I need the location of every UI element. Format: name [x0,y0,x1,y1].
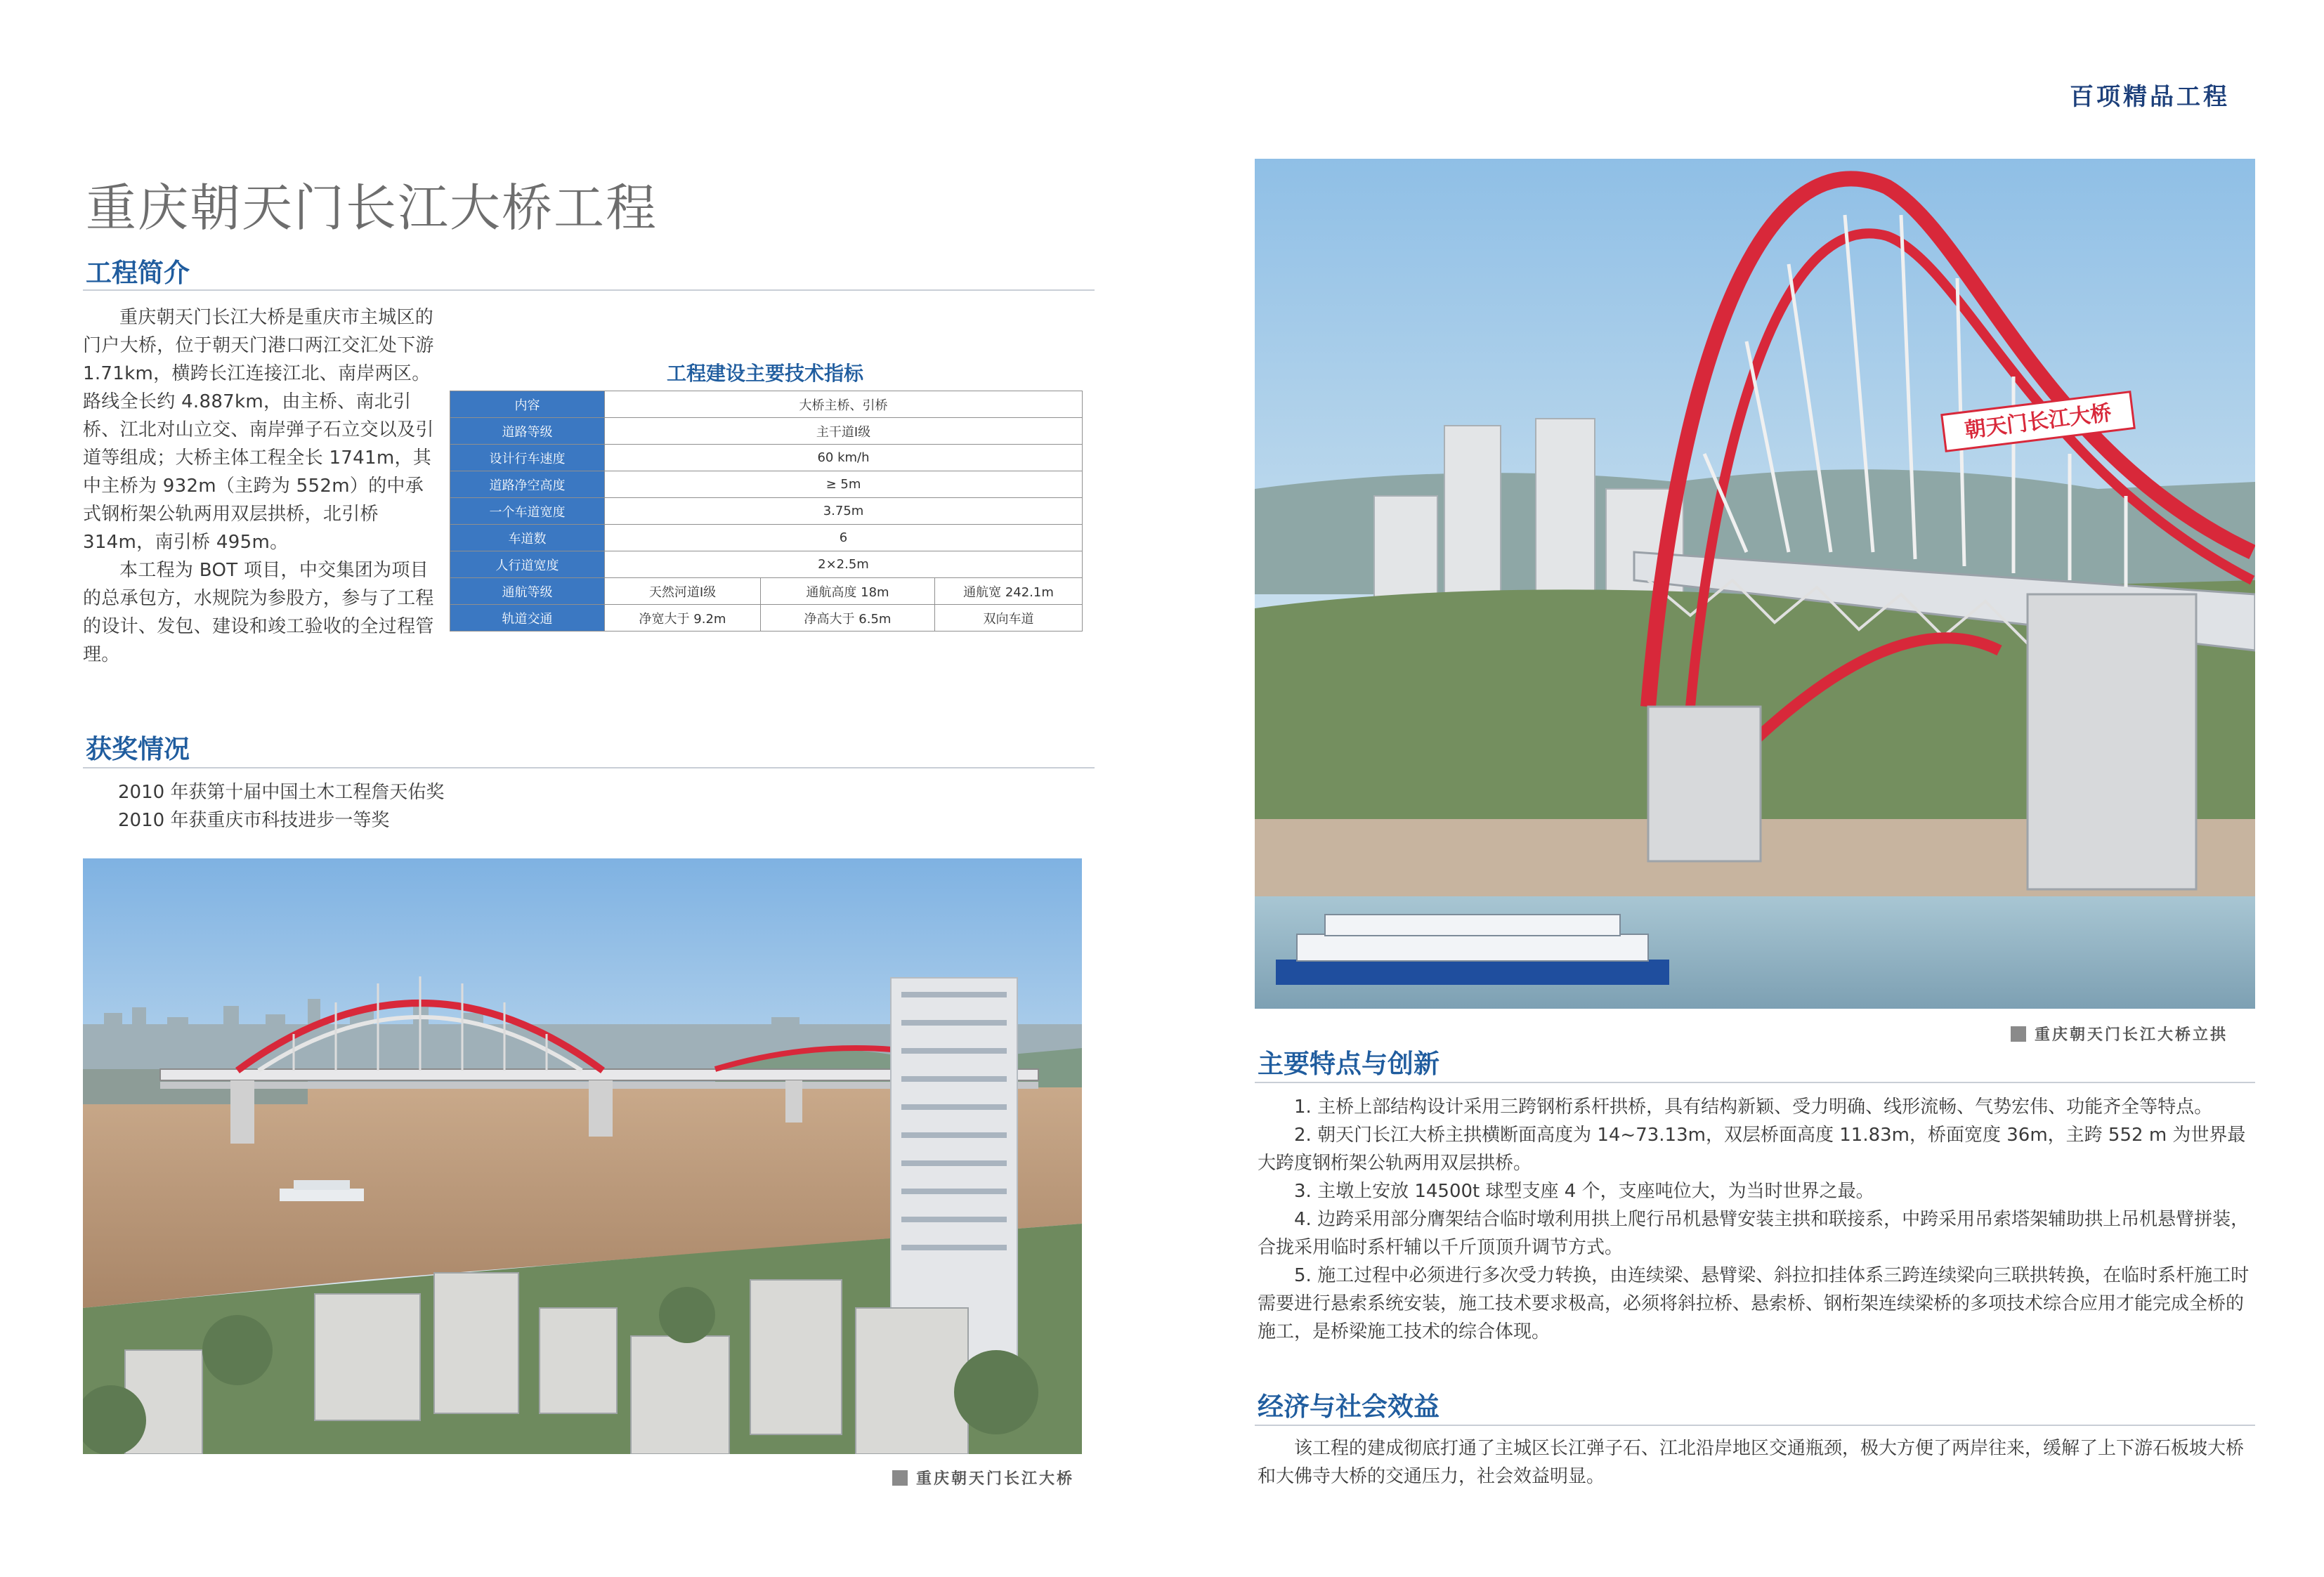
feature-item: 5. 施工过程中必须进行多次受力转换，由连续梁、悬臂梁、斜拉扣挂体系三跨连续梁向三联拱转换，在临时系杆施工时需要进行悬索系统安装，施工技术要求极高，必须将斜拉桥、悬索桥、钢桁架连续梁桥的多项技术综合应用才能完成全桥的施工，是桥梁施工技术的综合体现。 [1258,1265,2250,1342]
row-value: 2×2.5m [605,551,1083,578]
bridge-arch-illustration [1255,159,2255,1009]
table-row [450,418,1083,445]
row-label: 一个车道宽度 [450,498,605,525]
benefits-text [1258,1434,2254,1491]
award-item: 2010 年获重庆市科技进步一等奖 [118,810,390,831]
row-label: 车道数 [450,525,605,551]
table-row [450,605,1083,632]
page-title: 重庆朝天门长江大桥工程 [86,178,658,237]
features-heading: 主要特点与创新 [1258,1049,1440,1079]
features-rule [1255,1082,2255,1083]
feature-item: 3. 主墩上安放 14500t 球型支座 4 个，支座吨位大，为当时世界之最。 [1294,1181,1874,1202]
features-list [1258,1093,2254,1346]
right-photo-caption [2011,1023,2228,1045]
intro-text [83,303,434,669]
table-row [450,551,1083,578]
row-value: 净高大于 6.5m [761,605,935,632]
awards-list [118,778,444,835]
row-label: 轨道交通 [450,605,605,632]
left-caption-text: 重庆朝天门长江大桥 [916,1470,1075,1488]
cruise-ship [1276,915,1669,985]
bridge-panorama-illustration [83,858,1082,1454]
table-row [450,525,1083,551]
table-row [450,391,1083,418]
row-value: 60 km/h [605,445,1083,471]
intro-paragraph-2: 本工程为 BOT 项目，中交集团为项目的总承包方，水规院为参股方，参与了工程的设计、发包、建设和竣工验收的全过程管理。 [83,560,434,665]
row-label: 设计行车速度 [450,445,605,471]
intro-paragraph-1: 重庆朝天门长江大桥是重庆市主城区的门户大桥，位于朝天门港口两江交汇处下游 1.71km，横跨长江连接江北、南岸两区。路线全长约 4.887km，由主桥、南北引桥、江北对山立交、南岸弹子石立交以及引道等组成；大桥主体工程全长 1741m，其中主桥为 932m（主跨为 552m）的中承式钢桁架公轨两用双层拱桥，北引桥 314m，南引桥 495m。 [83,307,434,553]
row-value: 天然河道Ⅰ级 [605,578,761,605]
spec-table [450,391,1083,632]
table-row [450,498,1083,525]
awards-rule [83,767,1095,768]
row-value: 通航高度 18m [761,578,935,605]
feature-item: 2. 朝天门长江大桥主拱横断面高度为 14~73.13m，双层桥面高度 11.83m，桥面宽度 36m，主跨 552 m 为世界最大跨度钢桁架公轨两用双层拱桥。 [1258,1125,2246,1174]
table-row [450,578,1083,605]
benefits-paragraph: 该工程的建成彻底打通了主城区长江弹子石、江北沿岸地区交通瓶颈，极大方便了两岸往来，缓解了上下游石板坡大桥和大佛寺大桥的交通压力，社会效益明显。 [1258,1438,2245,1487]
bridge-sign-text: 朝天门长江大桥 [1963,400,2113,443]
intro-heading: 工程简介 [86,258,190,288]
intro-rule [83,289,1095,291]
benefits-rule [1255,1425,2255,1426]
row-value: ≥ 5m [605,471,1083,498]
table-row [450,471,1083,498]
awards-heading: 获奖情况 [86,734,190,764]
brand-logo: 百项精品工程 [2070,83,2230,111]
row-label: 通航等级 [450,578,605,605]
bridge-panorama-photo [83,858,1082,1454]
row-value: 主干道Ⅰ级 [605,418,1083,445]
caption-square-icon [892,1470,908,1486]
right-caption-text: 重庆朝天门长江大桥立拱 [2035,1026,2228,1044]
feature-item: 1. 主桥上部结构设计采用三跨钢桁系杆拱桥，具有结构新颖、受力明确、线形流畅、气势宏伟、功能齐全等特点。 [1294,1097,2213,1118]
row-value: 净宽大于 9.2m [605,605,761,632]
table-row [450,445,1083,471]
feature-item: 4. 边跨采用部分膺架结合临时墩利用拱上爬行吊机悬臂安装主拱和联接系，中跨采用吊索塔架辅助拱上吊机悬臂拼装，合拢采用临时系杆辅以千斤顶顶升调节方式。 [1258,1209,2250,1258]
bridge-arch-photo [1255,159,2255,1009]
award-item: 2010 年获第十届中国土木工程詹天佑奖 [118,782,445,803]
row-value: 大桥主桥、引桥 [605,391,1083,418]
row-value: 3.75m [605,498,1083,525]
row-label: 道路等级 [450,418,605,445]
benefits-heading: 经济与社会效益 [1258,1392,1440,1422]
row-label: 道路净空高度 [450,471,605,498]
spec-table-title: 工程建设主要技术指标 [666,362,863,385]
row-value: 6 [605,525,1083,551]
row-value: 通航宽 242.1m [935,578,1083,605]
row-value: 双向车道 [935,605,1083,632]
row-label: 内容 [450,391,605,418]
caption-square-icon [2011,1026,2026,1042]
row-label: 人行道宽度 [450,551,605,578]
left-photo-caption [892,1467,1074,1488]
